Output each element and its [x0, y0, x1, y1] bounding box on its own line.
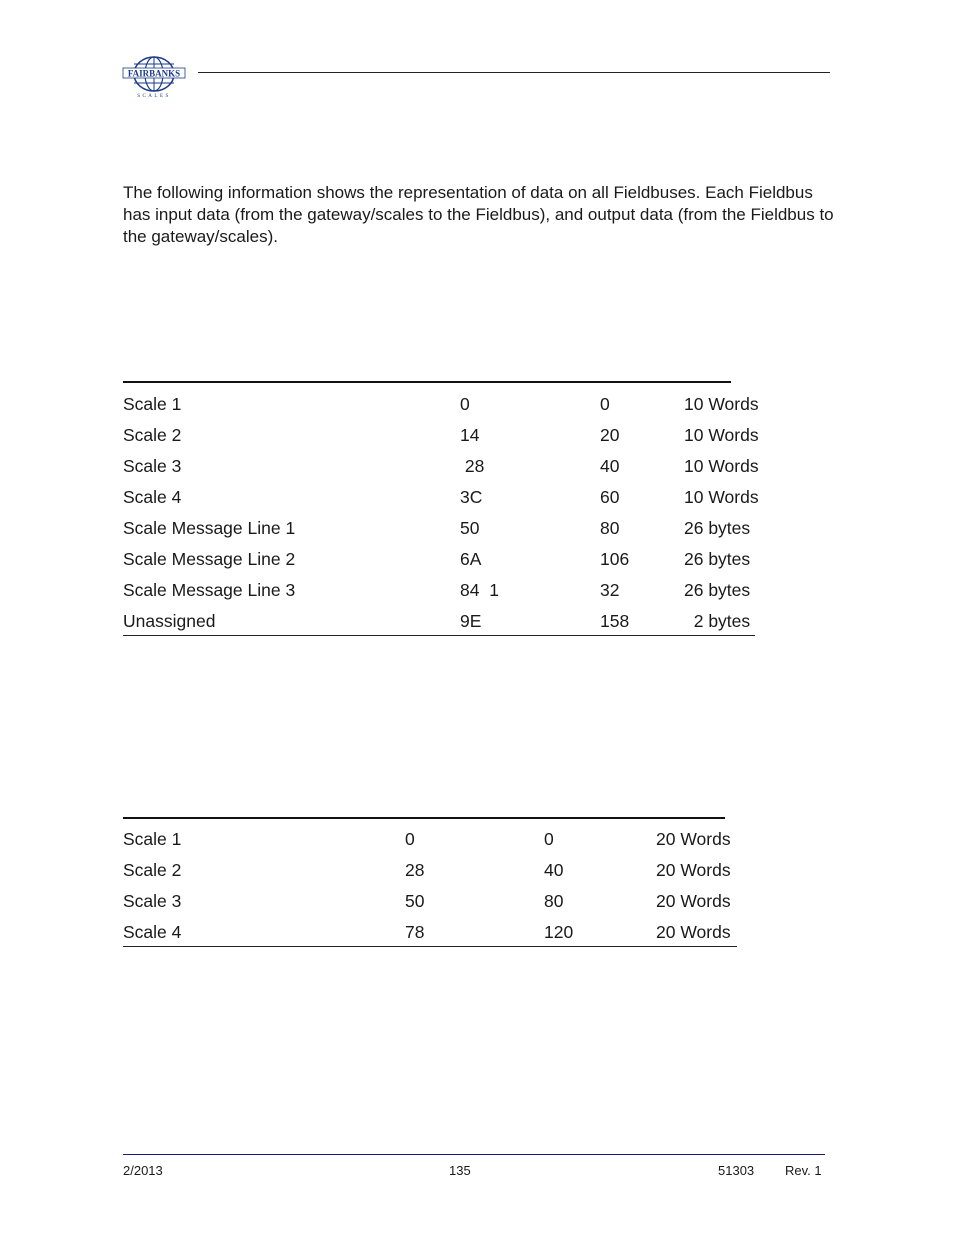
- table-row: [123, 829, 737, 851]
- table-cell: 20 Words: [656, 860, 731, 880]
- table-cell: 80: [600, 518, 620, 538]
- footer-doc-number: 51303: [718, 1163, 755, 1178]
- table-cell: Scale 1: [123, 394, 182, 414]
- table-cell: Scale 2: [123, 860, 182, 880]
- table-cell: 20 Words: [656, 829, 731, 849]
- footer-page-number: 135: [449, 1163, 471, 1178]
- table-cell: 10 Words: [684, 394, 759, 414]
- table-cell: 28: [460, 456, 485, 476]
- table-cell: 10 Words: [684, 456, 759, 476]
- svg-text:FAIRBANKS: FAIRBANKS: [127, 68, 181, 79]
- table-cell: Scale 4: [123, 922, 182, 942]
- table-top-rule: [123, 817, 725, 819]
- table-cell: Scale 2: [123, 425, 182, 445]
- table-cell: 20 Words: [656, 891, 731, 911]
- table-row: [123, 425, 759, 447]
- svg-text:SCALES: SCALES: [137, 94, 171, 99]
- table-cell: 20 Words: [656, 922, 731, 942]
- table-cell: 106: [600, 549, 630, 569]
- table-cell: Scale 3: [123, 891, 182, 911]
- table-row: [123, 580, 755, 602]
- table-cell: 84 1: [460, 580, 499, 600]
- table-cell: 80: [544, 891, 564, 911]
- fairbanks-logo: [122, 54, 186, 100]
- table-row: [123, 394, 759, 416]
- table-cell: 9E: [460, 611, 482, 631]
- table-cell: 26 bytes: [684, 549, 751, 569]
- table-cell: 26 bytes: [684, 518, 751, 538]
- footer-revision: Rev. 1: [785, 1163, 822, 1178]
- table-cell: 28: [405, 860, 425, 880]
- table-cell: 60: [600, 487, 620, 507]
- table-cell: 78: [405, 922, 425, 942]
- table-cell: 32: [600, 580, 620, 600]
- header-rule: [198, 72, 830, 73]
- table-cell: 50: [405, 891, 425, 911]
- table-cell: Unassigned: [123, 611, 216, 631]
- table-top-rule: [123, 381, 731, 383]
- table-cell: 158: [600, 611, 630, 631]
- table-cell: 6A: [460, 549, 482, 569]
- table-cell: Scale Message Line 2: [123, 549, 296, 569]
- table-cell: Scale 1: [123, 829, 182, 849]
- table-row: [123, 456, 759, 478]
- table-row: [123, 860, 737, 882]
- table-cell: 3C: [460, 487, 483, 507]
- table-cell: 14: [460, 425, 480, 445]
- table-cell: Scale Message Line 1: [123, 518, 296, 538]
- footer-date: 2/2013: [123, 1163, 163, 1178]
- table-cell: 0: [600, 394, 610, 414]
- footer-rule: [123, 1154, 825, 1155]
- table-cell: 0: [405, 829, 415, 849]
- table-cell: 40: [544, 860, 564, 880]
- table-cell: 0: [460, 394, 470, 414]
- table-row: [123, 549, 755, 571]
- intro-paragraph: The following information shows the representation of data on all Fieldbuses. Each Fieldbus has input data (from the gateway/scales to the Fieldbus), and output data (from the Fieldbus to the gateway/scales).: [123, 183, 834, 246]
- table-row: [123, 518, 755, 540]
- table-cell: 50: [460, 518, 480, 538]
- table-cell: 10 Words: [684, 425, 759, 445]
- table-row: [123, 487, 759, 509]
- table-cell: 120: [544, 922, 574, 942]
- table-row: [123, 922, 737, 947]
- table-cell: 20: [600, 425, 620, 445]
- table-cell: 40: [600, 456, 620, 476]
- table-cell: 26 bytes: [684, 580, 751, 600]
- table-cell: Scale 3: [123, 456, 182, 476]
- table-cell: Scale Message Line 3: [123, 580, 296, 600]
- table-cell: Scale 4: [123, 487, 182, 507]
- table-cell: 10 Words: [684, 487, 759, 507]
- table-cell: 2 bytes: [684, 611, 751, 631]
- table-row: [123, 611, 755, 636]
- table-cell: 0: [544, 829, 554, 849]
- table-row: [123, 891, 737, 913]
